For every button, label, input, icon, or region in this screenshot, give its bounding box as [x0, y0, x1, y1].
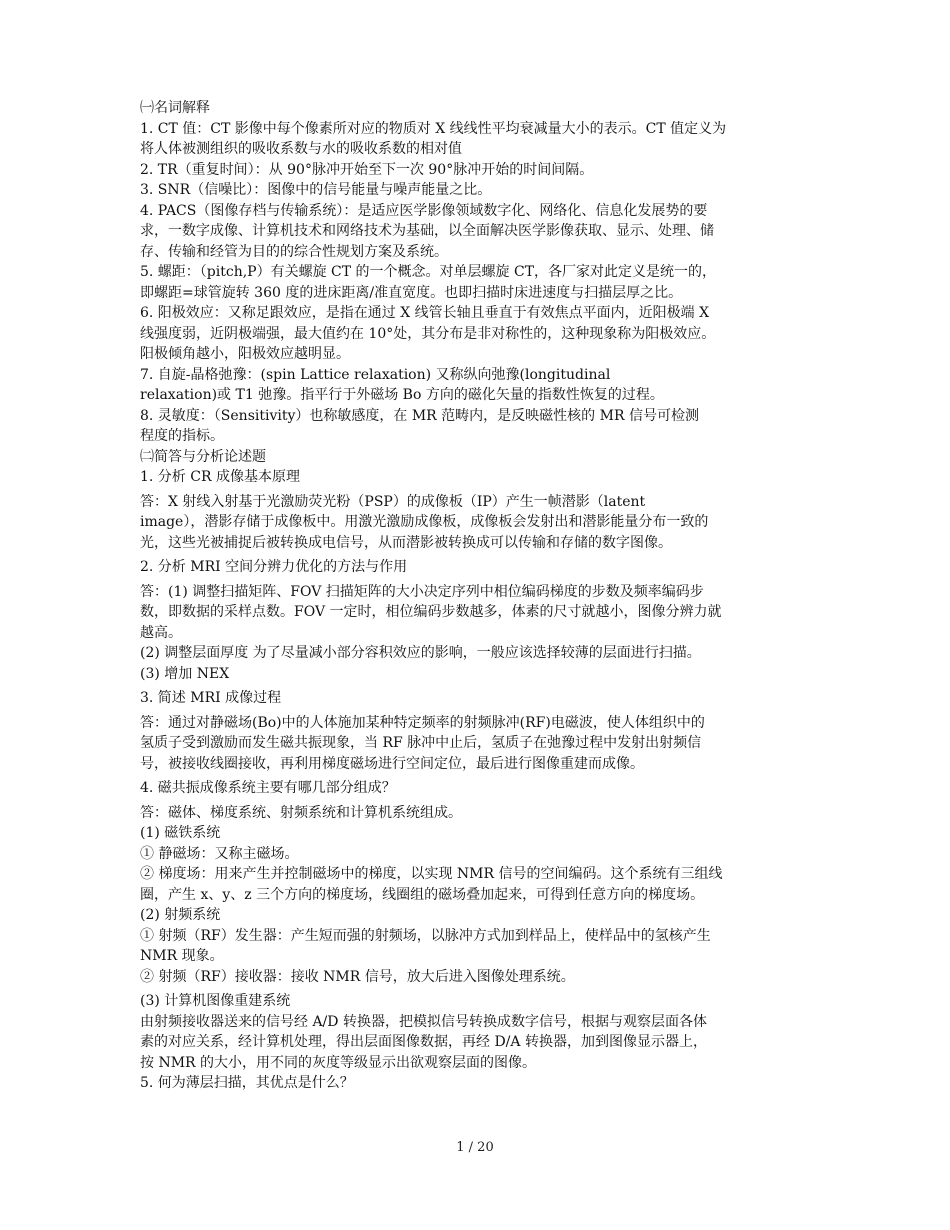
text-line: 答：X 射线入射基于光激励荧光粉（PSP）的成像板（IP）产生一帧潜影（latent	[140, 493, 646, 510]
text-line: ① 射频（RF）发生器：产生短而强的射频场，以脉冲方式加到样品上，使样品中的氢核产生	[140, 927, 711, 944]
text-line: 线强度弱，近阴极端强，最大值约在 10°处，其分布是非对称性的，这种现象称为阳极效应。	[140, 325, 716, 342]
text-line: ② 射频（RF）接收器：接收 NMR 信号，放大后进入图像处理系统。	[140, 968, 575, 985]
text-line: relaxation)或 T1 弛豫。指平行于外磁场 Bo 方向的磁化矢量的指数性恢复的过程。	[140, 387, 664, 403]
text-line: 求，一数字成像、计算机技术和网络技术为基础，以全面解决医学影像获取、显示、处理、储	[140, 223, 714, 239]
text-line: 3. SNR（信噪比）：图像中的信号能量与噪声能量之比。	[140, 182, 492, 198]
text-line: 1. 分析 CR 成像基本原理	[140, 469, 300, 485]
text-line: 素的对应关系，经计算机处理，得出层面图像数据，再经 D/A 转换器，加到图像显示器上，	[140, 1034, 707, 1050]
document-body	[140, 98, 810, 1094]
text-line: 4. 磁共振成像系统主要有哪几部分组成？	[140, 780, 396, 796]
text-line: image），潜影存储于成像板中。用激光激励成像板，成像板会发射出和潜影能量分布一致的	[140, 514, 709, 530]
text-line: 数，即数据的采样点数。FOV 一定时，相位编码步数越多，体素的尺寸就越小，图像分辨力就	[140, 604, 722, 620]
text-line: 由射频接收器送来的信号经 A/D 转换器，把模拟信号转换成数字信号，根据与观察层面各体	[140, 1013, 707, 1030]
text-line: 3. 简述 MRI 成像过程	[140, 690, 282, 706]
page-number: 1 / 20	[456, 1140, 494, 1155]
text-line: 2. TR（重复时间）：从 90°脉冲开始至下一次 90°脉冲开始的时间间隔。	[140, 161, 594, 178]
text-line: 答：(1) 调整扫描矩阵、FOV 扫描矩阵的大小决定序列中相位编码梯度的步数及频率编码步	[140, 583, 704, 600]
text-line: 程度的指标。	[140, 428, 224, 444]
text-line: 8. 灵敏度：（Sensitivity）也称敏感度，在 MR 范畴内，是反映磁性核的 MR 信号可检测	[140, 407, 699, 424]
text-line: 阳极倾角越小，阳极效应越明显。	[140, 346, 350, 362]
text-line: 越高。	[140, 624, 182, 641]
text-line: 即螺距=球管旋转 360 度的进床距离/准直宽度。也即扫描时床进速度与扫描层厚之比。	[140, 284, 683, 301]
text-line: NMR 现象。	[140, 948, 224, 964]
text-line: (2) 射频系统	[140, 907, 221, 923]
text-line: 号，被接收线圈接收，再利用梯度磁场进行空间定位，最后进行图像重建而成像。	[140, 755, 644, 772]
text-line: 按 NMR 的大小，用不同的灰度等级显示出欲观察层面的图像。	[140, 1054, 537, 1071]
text-line: (3) 增加 NEX	[140, 665, 230, 682]
text-line: 4. PACS（图像存档与传输系统）：是适应医学影像领域数字化、网络化、信息化发展势的要	[140, 202, 708, 219]
text-line: 光，这些光被捕捉后被转换成电信号，从而潜影被转换成可以传输和存储的数字图像。	[140, 534, 672, 551]
text-line: 氢质子受到激励而发生磁共振现象，当 RF 脉冲中止后，氢质子在弛豫过程中发射出射频信	[140, 735, 702, 751]
text-line: 1. CT 值：CT 影像中每个像素所对应的物质对 X 线线性平均衰减量大小的表示。CT 值定义为	[140, 120, 727, 137]
text-line: 圈，产生 x、y、z 三个方向的梯度场，线圈组的磁场叠加起来，可得到任意方向的梯度场。	[140, 886, 705, 903]
text-line: 将人体被测组织的吸收系数与水的吸收系数的相对值	[140, 141, 462, 157]
text-line: (1) 磁铁系统	[140, 825, 221, 841]
text-line: (3) 计算机图像重建系统	[140, 993, 291, 1009]
text-line: ㈠名词解释	[140, 100, 210, 116]
text-line: 2. 分析 MRI 空间分辨力优化的方法与作用	[140, 559, 408, 575]
text-line: 6. 阳极效应：又称足跟效应，是指在通过 X 线管长轴且垂直于有效焦点平面内，近阳极端 X	[140, 305, 710, 321]
text-line: 5. 螺距：（pitch,P）有关螺旋 CT 的一个概念。对单层螺旋 CT，各厂家对此定义是统一的，	[140, 264, 717, 280]
text-line: 答：磁体、梯度系统、射频系统和计算机系统组成。	[140, 804, 462, 821]
text-line: (2) 调整层面厚度 为了尽量减小部分容积效应的影响，一般应该选择较薄的层面进行扫描。	[140, 645, 701, 661]
text-line: 5. 何为薄层扫描，其优点是什么？	[140, 1075, 354, 1091]
text-line: ② 梯度场：用来产生并控制磁场中的梯度，以实现 NMR 信号的空间编码。这个系统有三组线	[140, 866, 723, 882]
text-line: 7. 自旋-晶格弛豫：(spin Lattice relaxation) 又称纵向弛豫(longitudinal	[140, 366, 611, 383]
text-line: 存、传输和经管为目的的综合性规划方案及系统。	[140, 243, 448, 260]
text-line: ① 静磁场：又称主磁场。	[140, 845, 299, 862]
text-line: ㈡简答与分析论述题	[140, 448, 266, 465]
text-line: 答：通过对静磁场(Bo)中的人体施加某种特定频率的射频脉冲(RF)电磁波，使人体组织中的	[140, 714, 705, 731]
